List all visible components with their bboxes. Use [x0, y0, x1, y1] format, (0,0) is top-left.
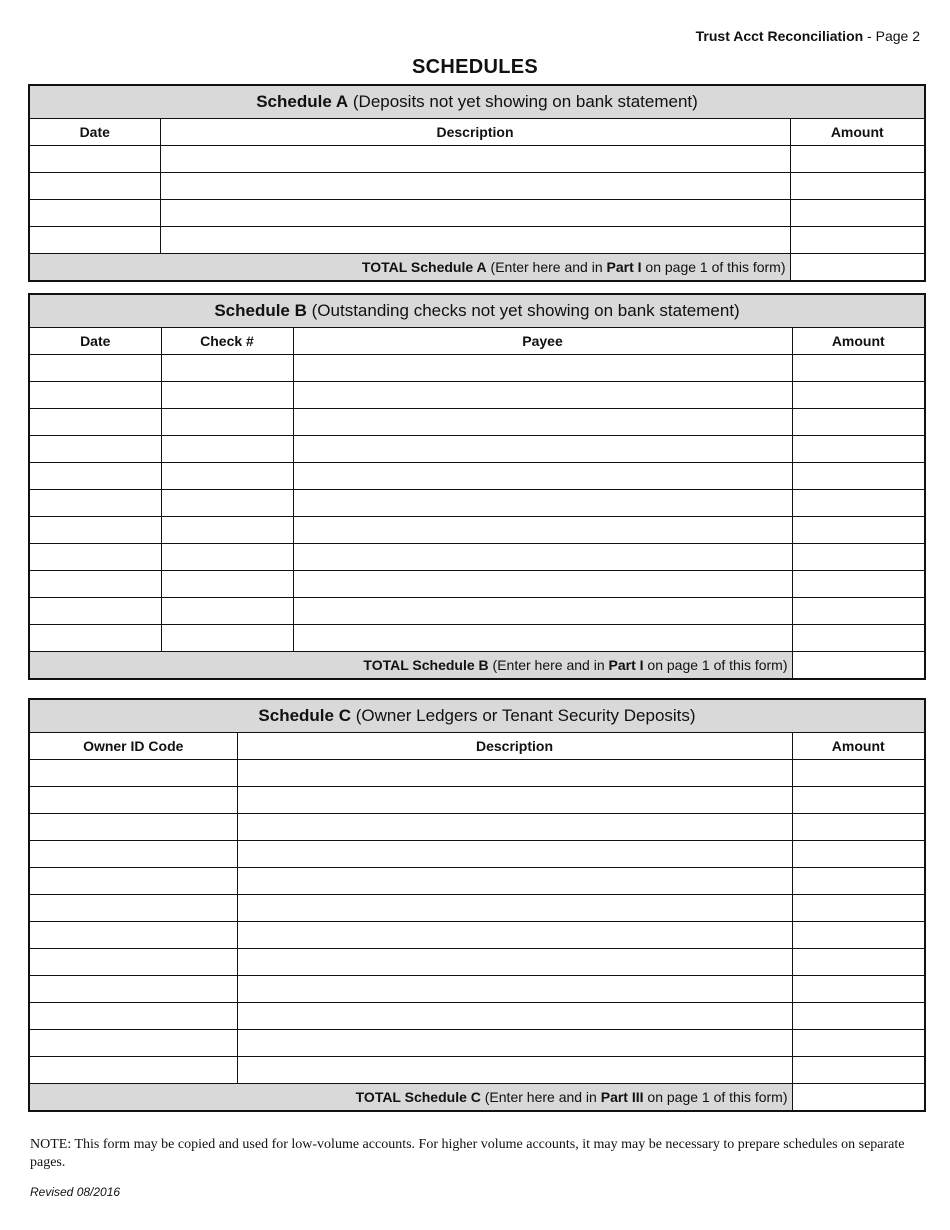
schedule-b-entry-field[interactable]	[792, 355, 925, 382]
schedule-a-title-rest: (Deposits not yet showing on bank statement)	[348, 92, 698, 111]
schedule-c-title	[29, 699, 925, 733]
schedule-b-entry-field[interactable]	[293, 625, 792, 652]
schedule-c-entry-field[interactable]	[792, 814, 925, 841]
schedule-a-entry-field[interactable]	[160, 227, 790, 254]
schedule-c-row	[29, 949, 925, 976]
schedule-b-entry-field[interactable]	[29, 382, 161, 409]
schedule-b-entry-field[interactable]	[792, 544, 925, 571]
schedule-b-entry-field[interactable]	[161, 355, 293, 382]
schedule-b-entry-field[interactable]	[293, 571, 792, 598]
schedule-b-entry-field[interactable]	[161, 571, 293, 598]
schedule-b-entry-field[interactable]	[29, 436, 161, 463]
schedule-c-col-amount: Amount	[792, 733, 925, 760]
schedule-b-entry-field[interactable]	[293, 355, 792, 382]
schedule-c-col-description: Description	[237, 733, 792, 760]
schedule-b-entry-field[interactable]	[29, 544, 161, 571]
schedule-c-total-part: Part III	[600, 1089, 644, 1105]
schedule-c-entry-field[interactable]	[29, 868, 237, 895]
schedule-b-row	[29, 409, 925, 436]
schedule-c-entry-field[interactable]	[29, 760, 237, 787]
schedule-b-entry-field[interactable]	[293, 409, 792, 436]
schedule-a-entry-field[interactable]	[160, 173, 790, 200]
schedule-c-entry-field[interactable]	[792, 1030, 925, 1057]
schedule-c-entry-field[interactable]	[792, 1003, 925, 1030]
schedule-a-col-date: Date	[29, 119, 160, 146]
schedule-c-row	[29, 1057, 925, 1084]
schedule-c-entry-field[interactable]	[792, 949, 925, 976]
schedule-c-entry-field[interactable]	[792, 841, 925, 868]
page-title: SCHEDULES	[411, 56, 539, 78]
schedule-b-entry-field[interactable]	[161, 490, 293, 517]
schedule-b-title-rest: (Outstanding checks not yet showing on bank statement)	[306, 301, 740, 320]
schedule-c-entry-field[interactable]	[237, 949, 792, 976]
schedule-a-total-mid: (Enter here and in	[486, 259, 607, 275]
schedule-b-title	[29, 294, 925, 328]
schedule-c-col-owner-id: Owner ID Code	[29, 733, 237, 760]
schedule-c-entry-field[interactable]	[792, 895, 925, 922]
schedule-c-entry-field[interactable]	[237, 976, 792, 1003]
schedule-b-row	[29, 436, 925, 463]
schedule-b-entry-field[interactable]	[792, 436, 925, 463]
schedule-c-entry-field[interactable]	[792, 1057, 925, 1084]
schedule-a-entry-field[interactable]	[160, 200, 790, 227]
schedule-b-entry-field[interactable]	[29, 571, 161, 598]
schedule-b-entry-field[interactable]	[161, 436, 293, 463]
schedule-b-total-label	[29, 652, 792, 680]
schedule-a-entry-field[interactable]	[790, 227, 925, 254]
schedule-a-title	[29, 85, 925, 119]
schedule-b-entry-field[interactable]	[293, 382, 792, 409]
schedule-b-title-bold: Schedule B	[214, 301, 307, 320]
page-header	[696, 28, 920, 44]
schedule-b-row	[29, 571, 925, 598]
schedule-c-entry-field[interactable]	[237, 1030, 792, 1057]
schedule-b-entry-field[interactable]	[161, 382, 293, 409]
schedule-b-total-part: Part I	[608, 657, 644, 673]
schedule-a-total-part: Part I	[606, 259, 642, 275]
schedule-c-row	[29, 868, 925, 895]
schedule-b-row	[29, 355, 925, 382]
schedule-b-total-amount-field[interactable]	[792, 652, 925, 680]
schedule-b-entry-field[interactable]	[792, 571, 925, 598]
page-label: - Page 2	[863, 28, 920, 44]
schedule-c-entry-field[interactable]	[29, 814, 237, 841]
schedule-c-entry-field[interactable]	[29, 787, 237, 814]
schedule-b-row	[29, 463, 925, 490]
schedule-b-entry-field[interactable]	[792, 490, 925, 517]
schedule-b-row	[29, 382, 925, 409]
schedule-b-col-payee: Payee	[293, 328, 792, 355]
schedule-a-col-amount: Amount	[790, 119, 925, 146]
schedule-b-entry-field[interactable]	[29, 625, 161, 652]
schedule-b-entry-field[interactable]	[792, 625, 925, 652]
schedule-b-total-bold: TOTAL Schedule B	[363, 657, 489, 673]
schedule-c-total-label	[29, 1084, 792, 1112]
schedule-b-entry-field[interactable]	[293, 517, 792, 544]
schedule-b-entry-field[interactable]	[161, 409, 293, 436]
schedule-c-entry-field[interactable]	[29, 1030, 237, 1057]
revision-date: Revised 08/2016	[30, 1185, 121, 1199]
schedule-b-entry-field[interactable]	[29, 463, 161, 490]
schedule-c-entry-field[interactable]	[29, 922, 237, 949]
schedule-b-entry-field[interactable]	[792, 463, 925, 490]
schedule-b-table	[28, 293, 926, 680]
schedule-c-entry-field[interactable]	[237, 1003, 792, 1030]
schedule-c-title-rest: (Owner Ledgers or Tenant Security Deposits)	[351, 706, 696, 725]
schedule-b-row	[29, 490, 925, 517]
schedule-c-row	[29, 841, 925, 868]
schedule-b-entry-field[interactable]	[29, 598, 161, 625]
schedule-b-col-check: Check #	[161, 328, 293, 355]
schedule-a-row	[29, 146, 925, 173]
schedule-c-entry-field[interactable]	[792, 976, 925, 1003]
schedule-b-entry-field[interactable]	[161, 625, 293, 652]
schedule-c-entry-field[interactable]	[237, 922, 792, 949]
schedule-a-total-bold: TOTAL Schedule A	[361, 259, 487, 275]
schedule-c-entry-field[interactable]	[29, 1003, 237, 1030]
schedule-c-entry-field[interactable]	[792, 760, 925, 787]
schedule-a-total-end: on page 1 of this form)	[641, 259, 786, 275]
schedule-c-entry-field[interactable]	[237, 841, 792, 868]
schedule-c-entry-field[interactable]	[237, 895, 792, 922]
schedule-b-entry-field[interactable]	[161, 463, 293, 490]
schedule-b-entry-field[interactable]	[161, 517, 293, 544]
schedule-c-entry-field[interactable]	[237, 1057, 792, 1084]
schedule-c-row	[29, 760, 925, 787]
schedule-b-entry-field[interactable]	[293, 598, 792, 625]
schedule-c-row	[29, 787, 925, 814]
schedule-c-table	[28, 698, 926, 1112]
schedule-c-row	[29, 895, 925, 922]
schedule-c-entry-field[interactable]	[29, 976, 237, 1003]
schedule-b-entry-field[interactable]	[161, 544, 293, 571]
schedule-c-entry-field[interactable]	[29, 841, 237, 868]
schedule-c-total-end: on page 1 of this form)	[643, 1089, 788, 1105]
schedule-c-entry-field[interactable]	[237, 868, 792, 895]
schedule-a-row	[29, 200, 925, 227]
schedule-a-entry-field[interactable]	[29, 227, 160, 254]
schedule-c-entry-field[interactable]	[237, 760, 792, 787]
schedule-b-col-date: Date	[29, 328, 161, 355]
schedule-a-row	[29, 227, 925, 254]
schedule-a-entry-field[interactable]	[790, 146, 925, 173]
schedule-b-entry-field[interactable]	[293, 463, 792, 490]
footnote: NOTE: This form may be copied and used for low-volume accounts. For higher volume accounts, it may may be necessary to prepare schedules on separate pages.	[30, 1137, 905, 1170]
schedule-c-entry-field[interactable]	[792, 868, 925, 895]
form-name: Trust Acct Reconciliation	[695, 28, 864, 44]
schedule-b-entry-field[interactable]	[293, 490, 792, 517]
schedule-a-row	[29, 173, 925, 200]
schedule-c-entry-field[interactable]	[237, 787, 792, 814]
schedule-c-row	[29, 1030, 925, 1057]
schedule-a-entry-field[interactable]	[29, 146, 160, 173]
schedule-a-total-label	[29, 254, 790, 282]
schedule-a-table	[28, 84, 926, 282]
schedule-b-entry-field[interactable]	[792, 382, 925, 409]
schedule-b-entry-field[interactable]	[29, 517, 161, 544]
schedule-b-entry-field[interactable]	[29, 490, 161, 517]
schedule-a-entry-field[interactable]	[160, 146, 790, 173]
schedule-a-col-description: Description	[160, 119, 790, 146]
schedule-c-entry-field[interactable]	[237, 814, 792, 841]
schedule-b-entry-field[interactable]	[792, 598, 925, 625]
schedule-b-row	[29, 625, 925, 652]
schedule-b-entry-field[interactable]	[29, 409, 161, 436]
schedule-b-entry-field[interactable]	[792, 517, 925, 544]
schedule-a-total-amount-field[interactable]	[790, 254, 925, 282]
schedule-c-row	[29, 1003, 925, 1030]
schedule-b-entry-field[interactable]	[293, 436, 792, 463]
schedule-c-entry-field[interactable]	[792, 922, 925, 949]
schedule-c-total-amount-field[interactable]	[792, 1084, 925, 1112]
schedule-a-entry-field[interactable]	[29, 173, 160, 200]
schedule-c-total-mid: (Enter here and in	[480, 1089, 601, 1105]
schedule-c-row	[29, 922, 925, 949]
schedule-a-entry-field[interactable]	[29, 200, 160, 227]
schedule-b-entry-field[interactable]	[161, 598, 293, 625]
schedule-b-col-amount: Amount	[792, 328, 925, 355]
schedule-c-total-bold: TOTAL Schedule C	[355, 1089, 481, 1105]
schedule-a-entry-field[interactable]	[790, 173, 925, 200]
schedule-b-entry-field[interactable]	[29, 355, 161, 382]
schedule-b-row	[29, 544, 925, 571]
schedule-b-row	[29, 517, 925, 544]
schedule-b-row	[29, 598, 925, 625]
schedule-b-total-end: on page 1 of this form)	[643, 657, 788, 673]
schedule-c-entry-field[interactable]	[29, 1057, 237, 1084]
schedule-b-entry-field[interactable]	[792, 409, 925, 436]
schedule-c-entry-field[interactable]	[29, 895, 237, 922]
schedule-c-row	[29, 976, 925, 1003]
schedule-b-total-mid: (Enter here and in	[488, 657, 609, 673]
schedule-c-entry-field[interactable]	[29, 949, 237, 976]
schedule-c-title-bold: Schedule C	[258, 706, 351, 725]
schedule-a-entry-field[interactable]	[790, 200, 925, 227]
schedule-c-entry-field[interactable]	[792, 787, 925, 814]
schedule-b-entry-field[interactable]	[293, 544, 792, 571]
schedule-a-title-bold: Schedule A	[256, 92, 349, 111]
schedule-c-row	[29, 814, 925, 841]
